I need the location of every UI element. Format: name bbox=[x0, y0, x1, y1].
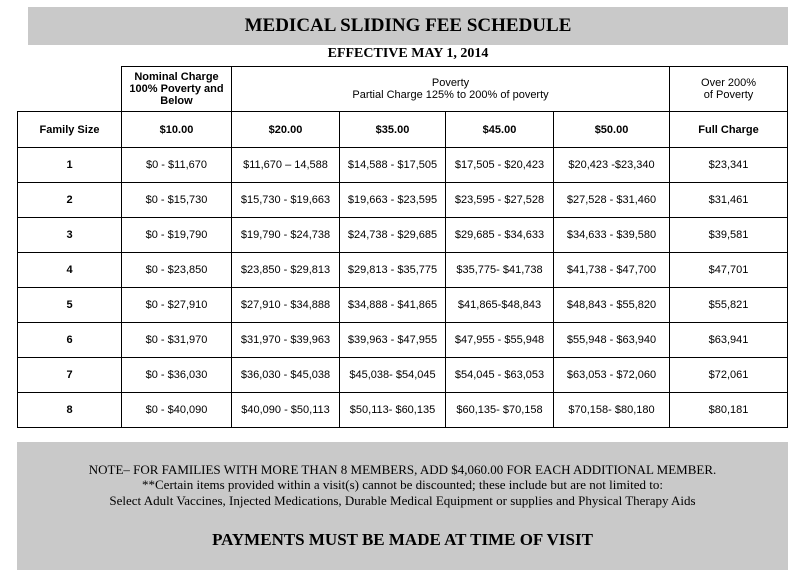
charge-header: $10.00 bbox=[122, 112, 232, 148]
full-charge-header: Full Charge bbox=[670, 112, 788, 148]
full-charge-cell: $23,341 bbox=[670, 148, 788, 183]
header-row-charges bbox=[18, 112, 788, 148]
family-size-cell: 2 bbox=[18, 183, 122, 218]
poverty-cell-35: $34,888 - $41,865 bbox=[340, 288, 446, 323]
payment-notice: PAYMENTS MUST BE MADE AT TIME OF VISIT bbox=[212, 530, 593, 549]
poverty-cell-45: $35,775- $41,738 bbox=[446, 253, 554, 288]
nominal-cell: $0 - $40,090 bbox=[122, 393, 232, 428]
poverty-cell-20: $15,730 - $19,663 bbox=[232, 183, 340, 218]
family-size-cell: 8 bbox=[18, 393, 122, 428]
full-charge-cell: $31,461 bbox=[670, 183, 788, 218]
nominal-cell: $0 - $36,030 bbox=[122, 358, 232, 393]
family-size-cell: 1 bbox=[18, 148, 122, 183]
table-row bbox=[18, 148, 788, 183]
poverty-cell-50: $20,423 -$23,340 bbox=[554, 148, 670, 183]
poverty-cell-50: $27,528 - $31,460 bbox=[554, 183, 670, 218]
poverty-cell-35: $45,038- $54,045 bbox=[340, 358, 446, 393]
charge-header: $50.00 bbox=[554, 112, 670, 148]
full-charge-cell: $72,061 bbox=[670, 358, 788, 393]
poverty-cell-50: $70,158- $80,180 bbox=[554, 393, 670, 428]
poverty-cell-50: $55,948 - $63,940 bbox=[554, 323, 670, 358]
nominal-cell: $0 - $19,790 bbox=[122, 218, 232, 253]
table-row bbox=[18, 393, 788, 428]
poverty-cell-20: $40,090 - $50,113 bbox=[232, 393, 340, 428]
table-row bbox=[18, 218, 788, 253]
family-size-cell: 3 bbox=[18, 218, 122, 253]
full-charge-cell: $47,701 bbox=[670, 253, 788, 288]
family-size-cell: 5 bbox=[18, 288, 122, 323]
poverty-cell-20: $36,030 - $45,038 bbox=[232, 358, 340, 393]
poverty-cell-45: $54,045 - $63,053 bbox=[446, 358, 554, 393]
poverty-cell-35: $29,813 - $35,775 bbox=[340, 253, 446, 288]
poverty-cell-45: $23,595 - $27,528 bbox=[446, 183, 554, 218]
poverty-cell-45: $41,865-$48,843 bbox=[446, 288, 554, 323]
table-row bbox=[18, 323, 788, 358]
table-row bbox=[18, 358, 788, 393]
poverty-cell-35: $14,588 - $17,505 bbox=[340, 148, 446, 183]
poverty-cell-50: $34,633 - $39,580 bbox=[554, 218, 670, 253]
family-size-cell: 6 bbox=[18, 323, 122, 358]
poverty-cell-20: $19,790 - $24,738 bbox=[232, 218, 340, 253]
poverty-cell-20: $27,910 - $34,888 bbox=[232, 288, 340, 323]
full-charge-cell: $63,941 bbox=[670, 323, 788, 358]
poverty-cell-20: $11,670 – 14,588 bbox=[232, 148, 340, 183]
nominal-cell: $0 - $11,670 bbox=[122, 148, 232, 183]
nominal-cell: $0 - $15,730 bbox=[122, 183, 232, 218]
nominal-cell: $0 - $23,850 bbox=[122, 253, 232, 288]
nominal-cell: $0 - $27,910 bbox=[122, 288, 232, 323]
effective-date: EFFECTIVE MAY 1, 2014 bbox=[327, 46, 489, 61]
nominal-charge-header: Nominal Charge 100% Poverty and Below bbox=[122, 67, 232, 112]
poverty-cell-50: $48,843 - $55,820 bbox=[554, 288, 670, 323]
family-size-header: Family Size bbox=[18, 112, 122, 148]
excluded-items-note: Select Adult Vaccines, Injected Medications, Durable Medical Equipment or supplies and Physical Therapy Aids bbox=[109, 493, 696, 508]
over-200-header: Over 200% of Poverty bbox=[670, 67, 788, 112]
poverty-cell-20: $31,970 - $39,963 bbox=[232, 323, 340, 358]
table-row bbox=[18, 288, 788, 323]
poverty-cell-45: $29,685 - $34,633 bbox=[446, 218, 554, 253]
poverty-cell-45: $47,955 - $55,948 bbox=[446, 323, 554, 358]
poverty-cell-35: $24,738 - $29,685 bbox=[340, 218, 446, 253]
corner-cell bbox=[18, 67, 122, 112]
note-box bbox=[17, 442, 788, 570]
discount-exclusion-note: **Certain items provided within a visit(s) cannot be discounted; these include but are not limited to: bbox=[142, 477, 663, 492]
poverty-cell-20: $23,850 - $29,813 bbox=[232, 253, 340, 288]
family-size-cell: 7 bbox=[18, 358, 122, 393]
fee-schedule-table bbox=[17, 66, 788, 428]
header-row-groups bbox=[18, 67, 788, 112]
additional-member-note: NOTE– FOR FAMILIES WITH MORE THAN 8 MEMBERS, ADD $4,060.00 FOR EACH ADDITIONAL MEMBER. bbox=[88, 462, 717, 477]
poverty-cell-50: $63,053 - $72,060 bbox=[554, 358, 670, 393]
full-charge-cell: $80,181 bbox=[670, 393, 788, 428]
poverty-cell-50: $41,738 - $47,700 bbox=[554, 253, 670, 288]
poverty-cell-35: $39,963 - $47,955 bbox=[340, 323, 446, 358]
poverty-cell-45: $60,135- $70,158 bbox=[446, 393, 554, 428]
full-charge-cell: $55,821 bbox=[670, 288, 788, 323]
full-charge-cell: $39,581 bbox=[670, 218, 788, 253]
poverty-cell-35: $19,663 - $23,595 bbox=[340, 183, 446, 218]
poverty-cell-45: $17,505 - $20,423 bbox=[446, 148, 554, 183]
table-row bbox=[18, 183, 788, 218]
charge-header: $35.00 bbox=[340, 112, 446, 148]
family-size-cell: 4 bbox=[18, 253, 122, 288]
poverty-header: Poverty Partial Charge 125% to 200% of poverty bbox=[232, 67, 670, 112]
schedule-title: MEDICAL SLIDING FEE SCHEDULE bbox=[28, 7, 788, 45]
nominal-cell: $0 - $31,970 bbox=[122, 323, 232, 358]
poverty-cell-35: $50,113- $60,135 bbox=[340, 393, 446, 428]
table-row bbox=[18, 253, 788, 288]
charge-header: $20.00 bbox=[232, 112, 340, 148]
charge-header: $45.00 bbox=[446, 112, 554, 148]
